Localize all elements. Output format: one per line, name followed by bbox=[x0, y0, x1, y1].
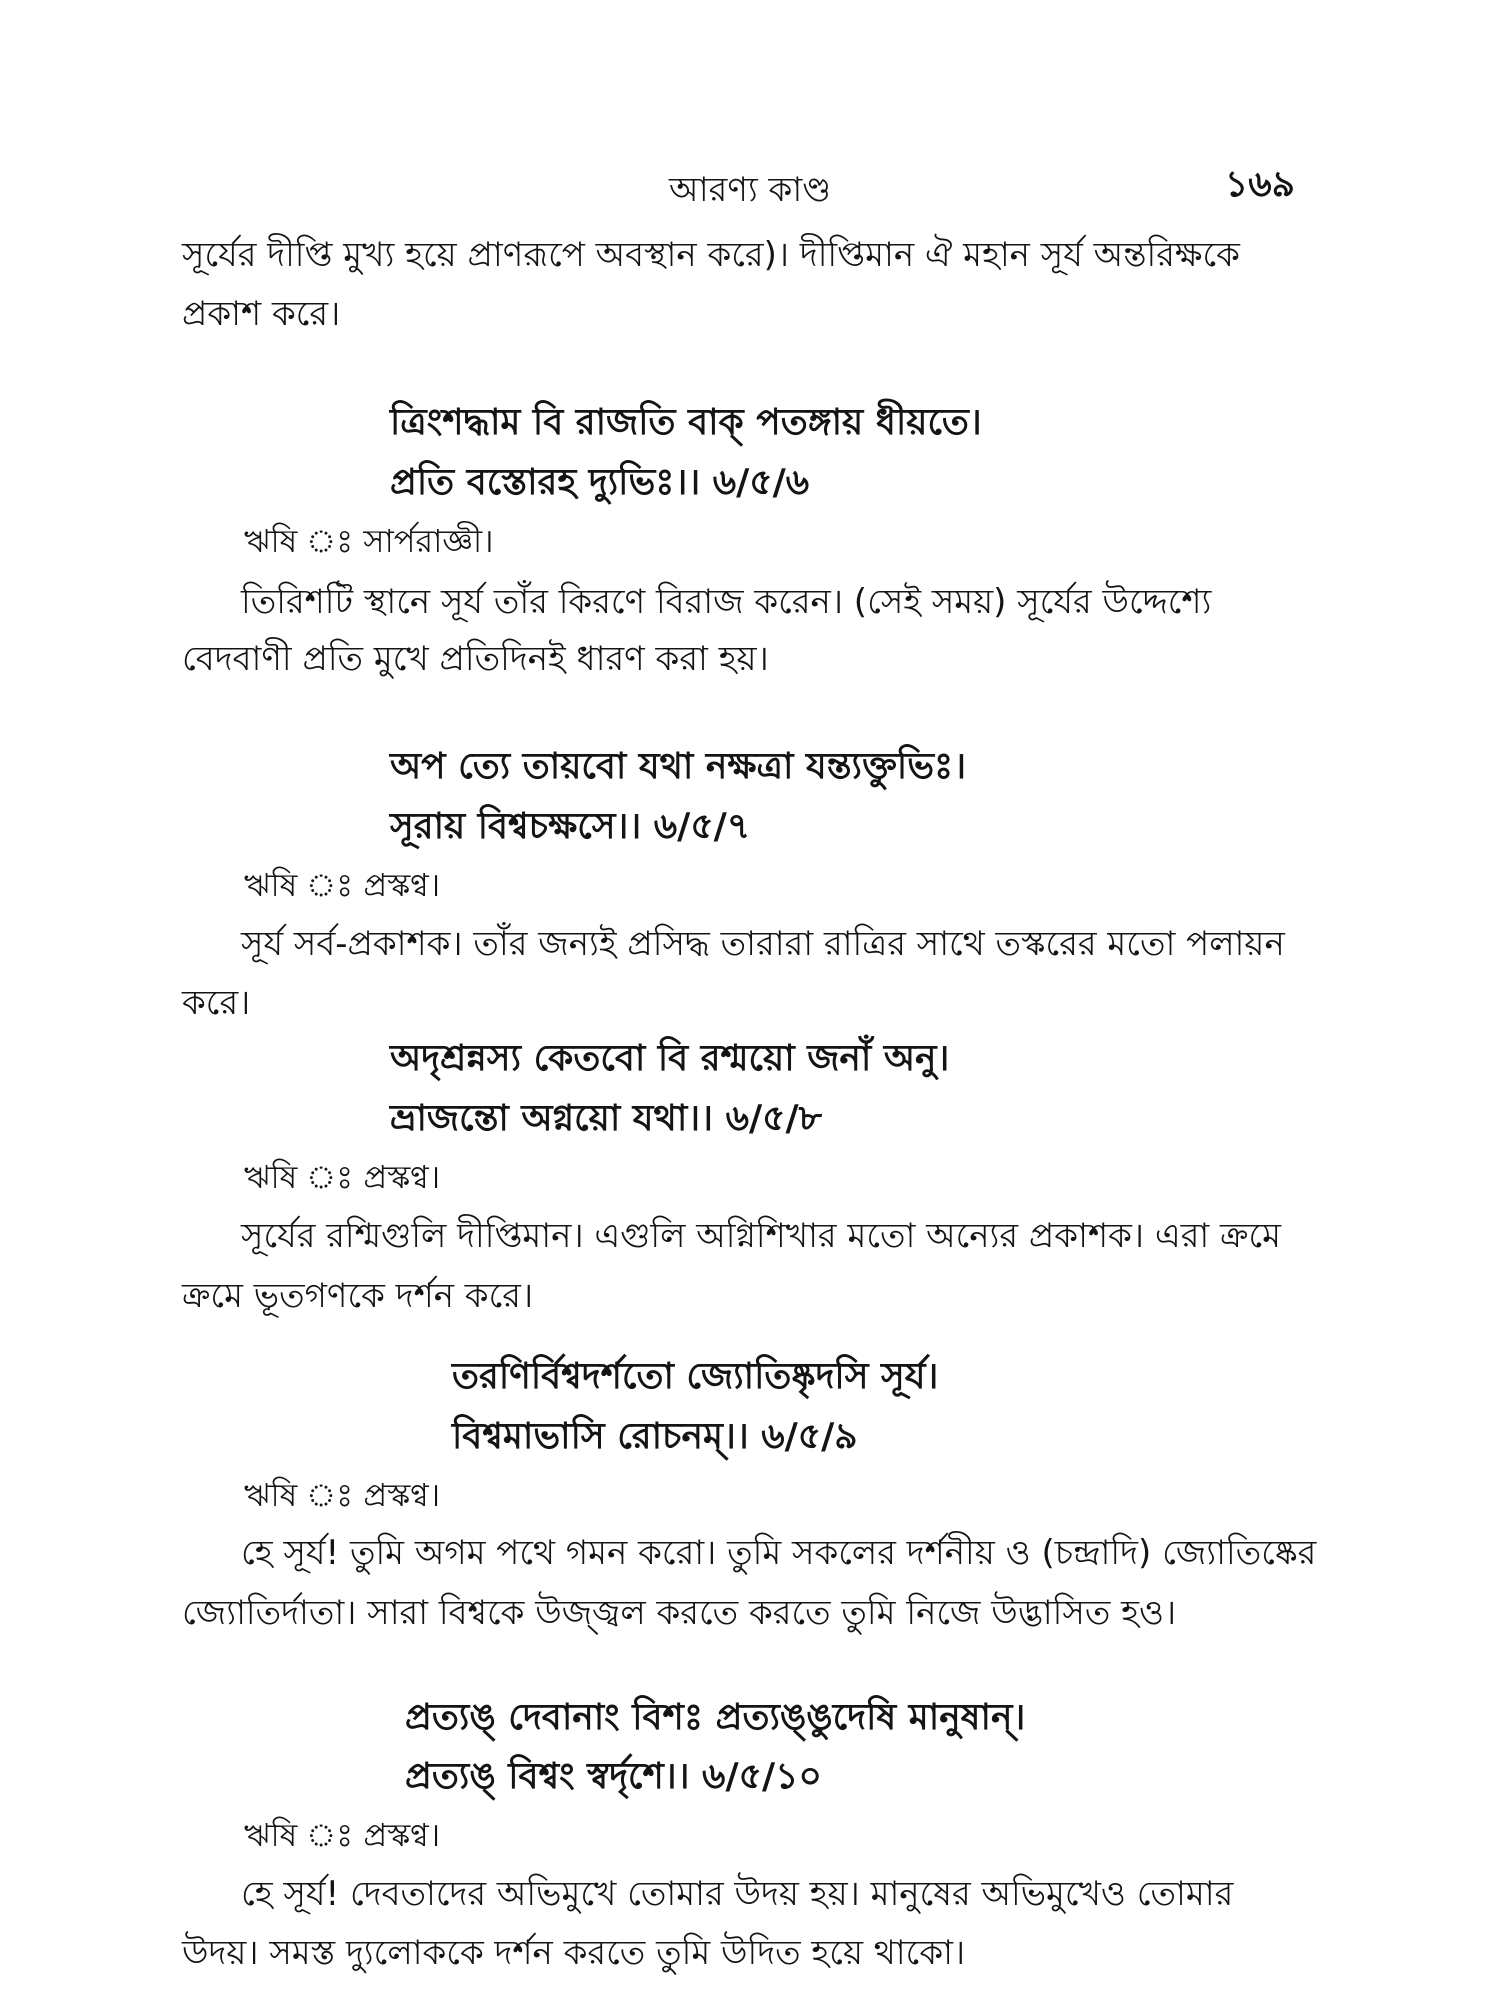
verse-line: তরণির্বিশ্বদর্শতো জ্যোতিষ্কৃদসি সূর্য। bbox=[452, 1356, 939, 1397]
verse-line: অদৃশ্রন্নস্য কেতবো বি রশ্ময়ো জনাঁ অনু। bbox=[390, 1038, 950, 1079]
rishi-attribution: ঋষি ঃ প্রস্কণ্ব। bbox=[244, 1476, 441, 1514]
verse-line: ভ্রাজন্তো অগ্নয়ো যথা।। ৬/৫/৮ bbox=[390, 1098, 822, 1139]
rishi-attribution: ঋষি ঃ প্রস্কণ্ব। bbox=[244, 1158, 441, 1196]
page-number: ১৬৯ bbox=[1224, 164, 1295, 205]
verse-line: প্রত্যঙ্ বিশ্বং স্বর্দৃশে।। ৬/৫/১০ bbox=[405, 1756, 822, 1797]
rishi-attribution: ঋষি ঃ প্রস্কণ্ব। bbox=[244, 866, 441, 904]
verse-line: বিশ্বমাভাসি রোচনম্।। ৬/৫/৯ bbox=[452, 1416, 858, 1457]
paragraph-line: হে সূর্য! তুমি অগম পথে গমন করো। তুমি সকলের দর্শনীয় ও (চন্দ্রাদি) জ্যোতিষ্কের bbox=[241, 1533, 1317, 1573]
rishi-attribution: ঋষি ঃ সার্পরাজ্ঞী। bbox=[244, 522, 494, 560]
paragraph-line: করে। bbox=[182, 983, 251, 1023]
rishi-attribution: ঋষি ঃ প্রস্কণ্ব। bbox=[244, 1816, 441, 1854]
running-header-title: আরণ্য কাণ্ড bbox=[668, 170, 832, 210]
paragraph-line: তিরিশটি স্থানে সূর্য তাঁর কিরণে বিরাজ করেন। (সেই সময়) সূর্যের উদ্দেশ্যে bbox=[241, 582, 1212, 622]
verse-line: ত্রিংশদ্ধাম বি রাজতি বাক্ পতঙ্গায় ধীয়তে। bbox=[390, 402, 982, 443]
paragraph-line: হে সূর্য! দেবতাদের অভিমুখে তোমার উদয় হয়। মানুষের অভিমুখেও তোমার bbox=[241, 1874, 1234, 1914]
paragraph-line: সূর্যের রশ্মিগুলি দীপ্তিমান। এগুলি অগ্নিশিখার মতো অন্যের প্রকাশক। এরা ক্রমে bbox=[241, 1216, 1282, 1256]
verse-line: অপ ত্যে তায়বো যথা নক্ষত্রা যন্ত্যক্তুভিঃ। bbox=[390, 746, 967, 787]
paragraph-line: উদয়। সমস্ত দ্যুলোককে দর্শন করতে তুমি উদিত হয়ে থাকো। bbox=[182, 1933, 966, 1973]
paragraph-line: সূর্য সর্ব-প্রকাশক। তাঁর জন্যই প্রসিদ্ধ তারারা রাত্রির সাথে তস্করের মতো পলায়ন bbox=[241, 924, 1285, 964]
paragraph-line: সূর্যের দীপ্তি মুখ্য হয়ে প্রাণরূপে অবস্থান করে)। দীপ্তিমান ঐ মহান সূর্য অন্তরিক্ষকে bbox=[182, 235, 1240, 275]
paragraph-line: ক্রমে ভূতগণকে দর্শন করে। bbox=[182, 1276, 534, 1316]
verse-line: প্রতি বস্তোরহ দ্যুভিঃ।। ৬/৫/৬ bbox=[390, 462, 810, 503]
verse-line: সূরায় বিশ্বচক্ষসে।। ৬/৫/৭ bbox=[390, 806, 751, 847]
paragraph-line: প্রকাশ করে। bbox=[182, 294, 341, 334]
paragraph-line: জ্যোতির্দাতা। সারা বিশ্বকে উজ্জ্বল করতে করতে তুমি নিজে উদ্ভাসিত হও। bbox=[182, 1593, 1177, 1633]
verse-line: প্রত্যঙ্ দেবানাং বিশঃ প্রত্যঙ্ঙুদেষি মানুষান্। bbox=[405, 1697, 1026, 1738]
paragraph-line: বেদবাণী প্রতি মুখে প্রতিদিনই ধারণ করা হয়। bbox=[182, 639, 769, 679]
